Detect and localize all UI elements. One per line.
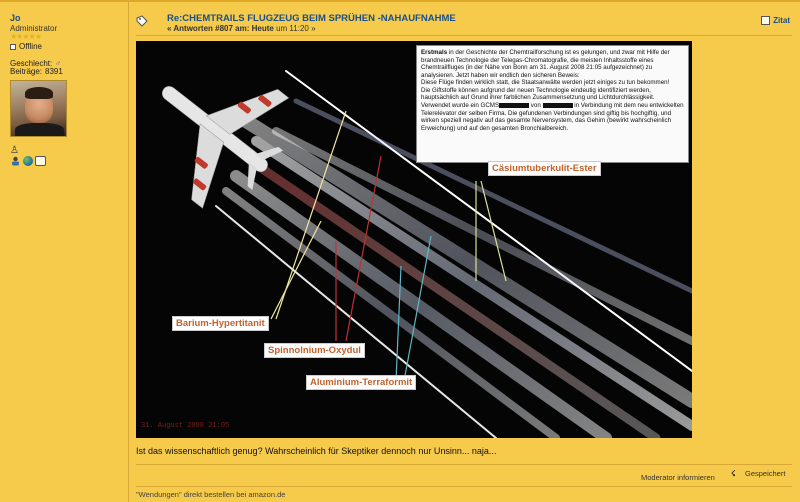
signature-divider xyxy=(136,486,792,487)
rank-stars: ★★★★★ xyxy=(10,32,41,41)
image-date-stamp: 31. August 2008 21:05 xyxy=(141,422,230,430)
posts-row xyxy=(10,67,63,76)
panel-separator xyxy=(128,2,129,502)
male-icon: ♂ xyxy=(55,59,62,68)
info-text-3: Die Giftstoffe können aufgrund der neuen Technologie eindeutig identifiziert werden, hauptsächlich auf Grund ihrer farblichen Zusammensetzung und Lichtdurchlässigkeit. Verwendet wurde ein GCMS xyxy=(421,86,655,109)
quote-icon xyxy=(761,16,770,25)
online-status-label: Offline xyxy=(19,42,42,51)
posts-count: 8391 xyxy=(45,67,63,76)
info-text-2: Diese Flüge finden wirklich statt, die Staatsanwälte werden jetzt einiges zu tun bekommen! xyxy=(421,79,670,87)
quote-label: Zitat xyxy=(773,16,790,25)
post-title-link[interactable]: Re:CHEMTRAILS FLUGZEUG BEIM SPRÜHEN -NAHAUFNAHME xyxy=(167,13,456,24)
chemtrail-image xyxy=(136,41,692,438)
post-body-text: Ist das wissenschaftlich genug? Wahrscheinlich für Skeptiker dennoch nur Unsinn... naja... xyxy=(136,446,497,456)
signature-text: "Wendungen" direkt bestellen bei amazon.de xyxy=(136,490,286,499)
label-caesium: Cäsiumtuberkulit-Ester xyxy=(488,161,601,176)
redaction-bar xyxy=(499,103,529,108)
post-meta xyxy=(167,24,316,33)
post-tag-icon xyxy=(136,15,148,27)
body-divider xyxy=(136,464,792,465)
saved-indicator xyxy=(731,469,785,478)
label-aluminium: Aluminium-Terraformit xyxy=(306,375,416,390)
info-text-1: in der Geschichte der Chemtrailforschung ist es gelungen, und zwar mit Hilfe der brandneuen Technologie der Telegas-Chromatografie, die meisten Inhaltsstoffe eines Chemtrailfluges (in der Nähe von Bonn am 31. August 2008 21:05 aufgezeichnet) zu analysieren. Jetzt haben wir endlich den sicheren Beweis: xyxy=(421,49,670,79)
header-divider xyxy=(136,35,792,36)
offline-icon xyxy=(10,44,16,50)
username-link[interactable]: Jo xyxy=(10,13,21,23)
label-barium: Barium-Hypertitanit xyxy=(172,316,269,331)
gender-label: Geschlecht: xyxy=(10,59,53,68)
quote-button[interactable] xyxy=(761,16,790,25)
info-text-box xyxy=(416,45,689,163)
info-text-5: in Verbindung mit dem neu entwickelten Telerelevator der selben Firma. Die gefundenen Verbindungen sind giftig bis hochgiftig, und wirken speziell negativ auf das gesamte Nervensystem, das Gehirn (bewirkt wahrscheinlich Erweichung) und auf den gesamten Bronchialbereich. xyxy=(421,101,684,132)
profile-icons xyxy=(10,156,46,166)
saved-ip-icon: ☇ xyxy=(731,469,736,478)
avatar xyxy=(10,80,67,137)
message-icon[interactable] xyxy=(35,156,46,166)
online-status xyxy=(10,42,42,51)
user-panel xyxy=(0,2,128,502)
label-spinnolnium: Spinnolnium-Oxydul xyxy=(264,343,365,358)
user-role: Administrator xyxy=(10,24,58,33)
posts-label: Beiträge: xyxy=(10,67,43,76)
redaction-bar xyxy=(543,103,573,108)
buddy-icon[interactable]: ♙ xyxy=(10,145,19,156)
saved-label: Gespeichert xyxy=(745,469,786,478)
profile-icon[interactable] xyxy=(10,156,21,166)
moderator-report-link[interactable]: Moderator informieren xyxy=(641,473,715,482)
website-globe-icon[interactable] xyxy=(23,156,33,166)
info-text-4: von xyxy=(529,101,543,109)
post-meta-time: um 11:20 » xyxy=(276,24,316,33)
post-meta-prefix: « Antworten #807 am: Heute xyxy=(167,24,274,33)
info-bold: Erstmals xyxy=(421,49,448,56)
